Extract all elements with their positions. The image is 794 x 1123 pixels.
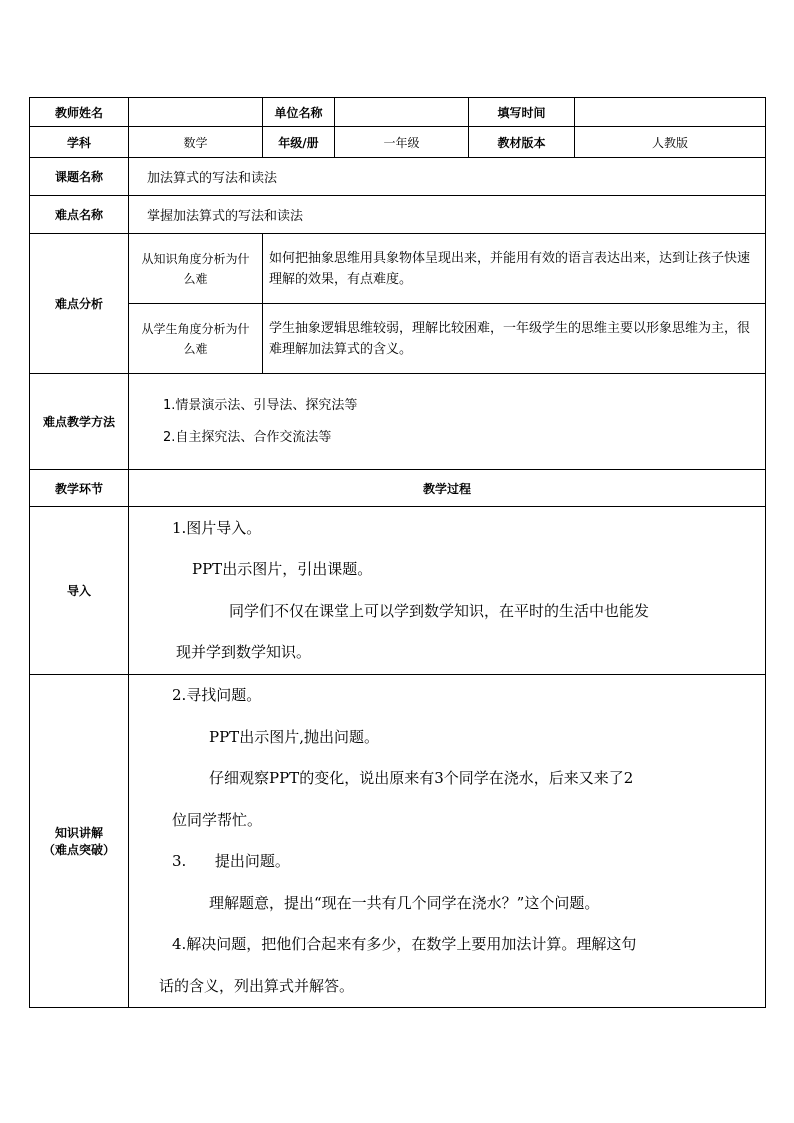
analysis-row-student bbox=[30, 304, 766, 374]
intro-row bbox=[30, 507, 766, 675]
edition-label: 教材版本 bbox=[469, 127, 575, 158]
lesson-plan-table bbox=[29, 97, 766, 1008]
analysis-row-knowledge bbox=[30, 234, 766, 304]
knowledge-line: 3. 提出问题。 bbox=[172, 852, 290, 870]
edition-value: 人教版 bbox=[575, 127, 766, 158]
methods-label: 难点教学方法 bbox=[30, 374, 129, 470]
header-row-2 bbox=[30, 127, 766, 158]
knowledge-line: 仔细观察PPT的变化，说出原来有3个同学在浇水，后来又来了2 bbox=[209, 769, 634, 787]
topic-row bbox=[30, 158, 766, 196]
methods-list bbox=[129, 374, 766, 470]
intro-line: 现并学到数学知识。 bbox=[176, 643, 312, 661]
topic-label: 课题名称 bbox=[30, 158, 129, 196]
knowledge-line: PPT出示图片,抛出问题。 bbox=[209, 727, 379, 746]
difficulty-row bbox=[30, 196, 766, 234]
subject-label: 学科 bbox=[30, 127, 129, 158]
student-angle-text: 学生抽象逻辑思维较弱，理解比较困难，一年级学生的思维主要以形象思维为主，很难理解加法算式的含义。 bbox=[263, 304, 766, 374]
knowledge-label-cell bbox=[30, 675, 129, 1008]
intro-label: 导入 bbox=[30, 507, 129, 675]
knowledge-content bbox=[129, 675, 766, 1008]
knowledge-sublabel: （难点突破） bbox=[42, 843, 115, 857]
method-item: 1.情景演示法、引导法、探究法等 bbox=[163, 397, 358, 413]
knowledge-line: 4.解决问题，把他们合起来有多少，在数学上要用加法计算。理解这句 bbox=[172, 935, 637, 953]
grade-label: 年级/册 bbox=[263, 127, 335, 158]
teacher-name-value bbox=[129, 98, 263, 127]
method-item: 2.自主探究法、合作交流法等 bbox=[163, 429, 332, 445]
intro-line: 1.图片导入。 bbox=[172, 518, 262, 537]
knowledge-angle-label: 从知识角度分析为什么难 bbox=[129, 234, 263, 304]
fill-date-label: 填写时间 bbox=[469, 98, 575, 127]
student-angle-label: 从学生角度分析为什么难 bbox=[129, 304, 263, 374]
process-header-row bbox=[30, 470, 766, 507]
grade-value: 一年级 bbox=[335, 127, 469, 158]
fill-date-value bbox=[575, 98, 766, 127]
teacher-name-label: 教师姓名 bbox=[30, 98, 129, 127]
analysis-label: 难点分析 bbox=[30, 234, 129, 374]
knowledge-row bbox=[30, 675, 766, 1008]
knowledge-line: 理解题意，提出“现在一共有几个同学在浇水？”这个问题。 bbox=[209, 893, 600, 912]
unit-name-value bbox=[335, 98, 469, 127]
knowledge-line: 话的含义，列出算式并解答。 bbox=[159, 976, 355, 995]
process-header: 教学过程 bbox=[129, 470, 766, 507]
knowledge-label: 知识讲解 bbox=[54, 826, 103, 840]
difficulty-label: 难点名称 bbox=[30, 196, 129, 234]
intro-line: PPT出示图片，引出课题。 bbox=[192, 560, 373, 578]
intro-line: 同学们不仅在课堂上可以学到数学知识，在平时的生活中也能发 bbox=[229, 601, 650, 620]
methods-row bbox=[30, 374, 766, 470]
unit-name-label: 单位名称 bbox=[263, 98, 335, 127]
difficulty-value: 掌握加法算式的写法和读法 bbox=[129, 196, 766, 234]
topic-value: 加法算式的写法和读法 bbox=[129, 158, 766, 196]
stage-header: 教学环节 bbox=[30, 470, 129, 507]
knowledge-angle-text: 如何把抽象思维用具象物体呈现出来，并能用有效的语言表达出来，达到让孩子快速理解的效果，有点难度。 bbox=[263, 234, 766, 304]
knowledge-line: 2.寻找问题。 bbox=[172, 686, 262, 704]
subject-value: 数学 bbox=[129, 127, 263, 158]
intro-content bbox=[129, 507, 766, 675]
header-row-1 bbox=[30, 98, 766, 127]
knowledge-line: 位同学帮忙。 bbox=[172, 810, 263, 829]
